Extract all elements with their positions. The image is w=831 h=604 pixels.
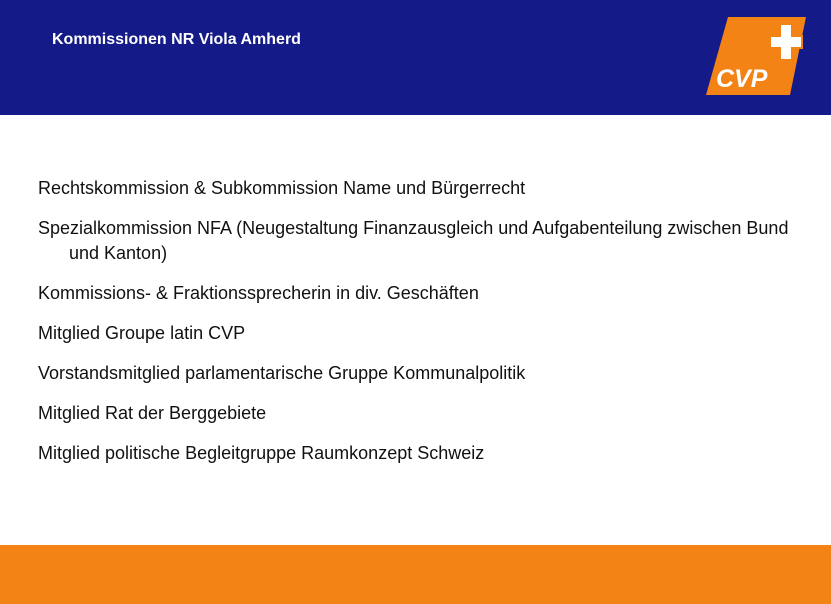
list-item: Vorstandsmitglied parlamentarische Gruppe Kommunalpolitik xyxy=(38,363,526,383)
slide-header xyxy=(0,0,831,115)
list-item: Mitglied politische Begleitgruppe Raumkonzept Schweiz xyxy=(38,443,485,463)
slide-footer xyxy=(0,545,831,604)
list-item: Mitglied Groupe latin CVP xyxy=(38,323,246,343)
cvp-logo-icon xyxy=(706,17,806,95)
cvp-logo-text: CVP xyxy=(716,65,768,93)
list-item: Kommissions- & Fraktionssprecherin in div. Geschäften xyxy=(38,283,479,303)
slide-title: Kommissionen NR Viola Amherd xyxy=(52,31,301,48)
commission-list xyxy=(38,176,808,481)
list-item: Mitglied Rat der Berggebiete xyxy=(38,403,267,423)
list-item: Rechtskommission & Subkommission Name und Bürgerrecht xyxy=(38,178,526,198)
list-item: Spezialkommission NFA (Neugestaltung Finanzausgleich und Aufgabenteilung zwischen Bund und Kanton) xyxy=(38,218,789,263)
